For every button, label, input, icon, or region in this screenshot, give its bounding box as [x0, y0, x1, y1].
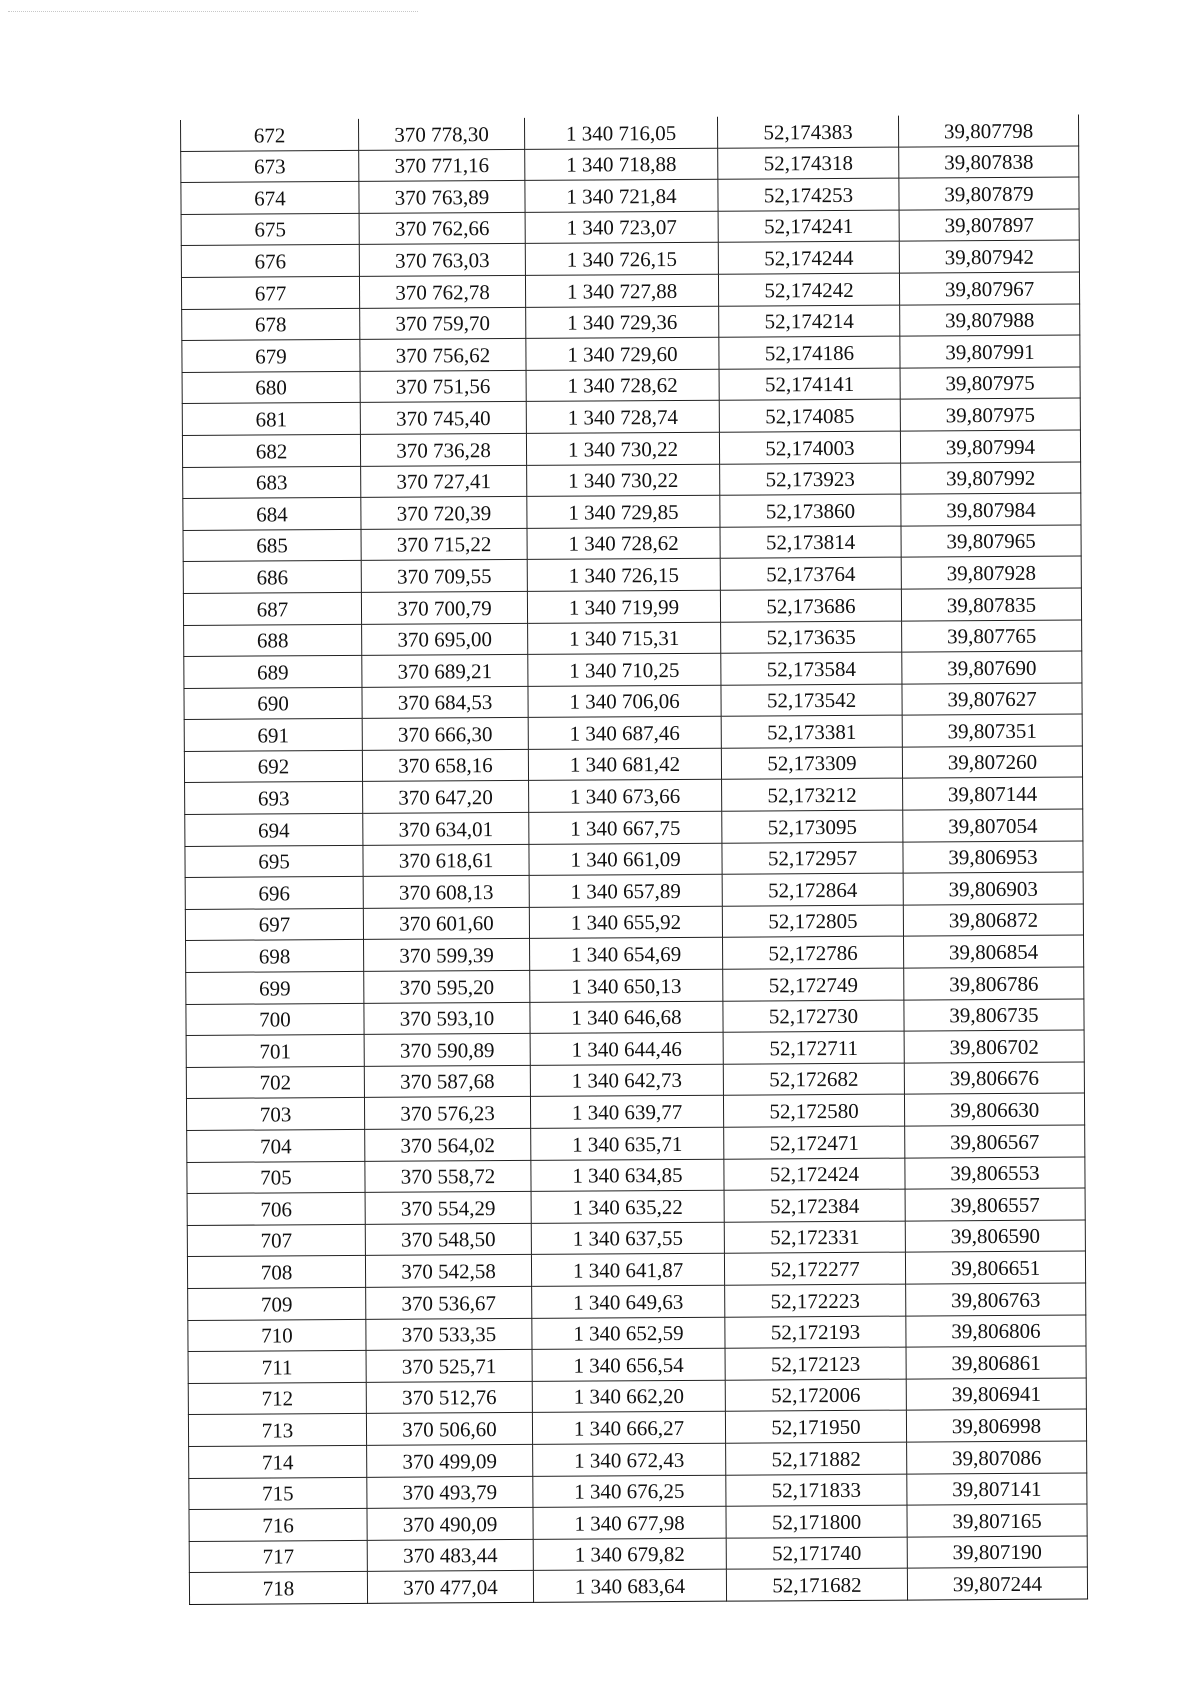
x-coordinate-cell: 370 751,56: [360, 370, 526, 403]
point-number-cell: 714: [189, 1445, 367, 1478]
point-number-cell: 709: [188, 1287, 366, 1320]
latitude-cell: 52,171950: [725, 1410, 906, 1443]
y-coordinate-cell: 1 340 635,71: [531, 1127, 724, 1160]
x-coordinate-cell: 370 477,04: [367, 1571, 533, 1604]
y-coordinate-cell: 1 340 641,87: [531, 1254, 724, 1287]
y-coordinate-cell: 1 340 723,07: [525, 211, 718, 244]
table-row: [181, 177, 1079, 214]
y-coordinate-cell: 1 340 656,54: [532, 1348, 725, 1381]
coordinates-table-body: [180, 115, 1087, 1605]
longitude-cell: 39,807260: [902, 746, 1082, 779]
y-coordinate-cell: 1 340 681,42: [528, 748, 721, 781]
longitude-cell: 39,806702: [904, 1030, 1084, 1063]
latitude-cell: 52,173584: [721, 652, 902, 685]
x-coordinate-cell: 370 763,89: [359, 181, 525, 214]
latitude-cell: 52,173860: [720, 494, 901, 527]
point-number-cell: 715: [189, 1477, 367, 1510]
table-row: [183, 462, 1081, 499]
latitude-cell: 52,174085: [719, 399, 900, 432]
latitude-cell: 52,174214: [719, 305, 900, 338]
table-row: [189, 1536, 1087, 1573]
table-row: [181, 146, 1079, 183]
latitude-cell: 52,173095: [722, 810, 903, 843]
longitude-cell: 39,806872: [903, 904, 1083, 937]
point-number-cell: 694: [185, 813, 363, 846]
x-coordinate-cell: 370 759,70: [360, 307, 526, 340]
x-coordinate-cell: 370 763,03: [359, 244, 525, 277]
y-coordinate-cell: 1 340 652,59: [532, 1317, 725, 1350]
latitude-cell: 52,173686: [720, 589, 901, 622]
y-coordinate-cell: 1 340 654,69: [530, 938, 723, 971]
point-number-cell: 713: [188, 1414, 366, 1447]
longitude-cell: 39,807798: [898, 115, 1078, 147]
latitude-cell: 52,172223: [725, 1284, 906, 1317]
y-coordinate-cell: 1 340 635,22: [531, 1190, 724, 1223]
latitude-cell: 52,173381: [721, 715, 902, 748]
longitude-cell: 39,807141: [907, 1473, 1087, 1506]
table-row: [186, 1062, 1084, 1099]
point-number-cell: 673: [181, 150, 359, 183]
latitude-cell: 52,171882: [726, 1442, 907, 1475]
x-coordinate-cell: 370 684,53: [362, 686, 528, 719]
point-number-cell: 691: [184, 719, 362, 752]
longitude-cell: 39,806590: [905, 1220, 1085, 1253]
x-coordinate-cell: 370 493,79: [367, 1476, 533, 1509]
table-row: [186, 935, 1084, 972]
table-row: [187, 1125, 1085, 1162]
point-number-cell: 698: [186, 940, 364, 973]
y-coordinate-cell: 1 340 706,06: [528, 685, 721, 718]
table-row: [185, 841, 1083, 878]
longitude-cell: 39,807994: [900, 430, 1080, 463]
longitude-cell: 39,806735: [904, 999, 1084, 1032]
latitude-cell: 52,172786: [723, 937, 904, 970]
table-row: [184, 620, 1082, 657]
y-coordinate-cell: 1 340 646,68: [530, 1001, 723, 1034]
latitude-cell: 52,173542: [721, 684, 902, 717]
point-number-cell: 674: [181, 182, 359, 215]
point-number-cell: 688: [184, 624, 362, 657]
longitude-cell: 39,807975: [900, 398, 1080, 431]
y-coordinate-cell: 1 340 657,89: [529, 874, 722, 907]
longitude-cell: 39,807165: [907, 1504, 1087, 1537]
longitude-cell: 39,807988: [900, 304, 1080, 337]
x-coordinate-cell: 370 715,22: [361, 528, 527, 561]
latitude-cell: 52,172331: [724, 1221, 905, 1254]
latitude-cell: 52,173309: [721, 747, 902, 780]
point-number-cell: 686: [183, 561, 361, 594]
table-row: [189, 1473, 1087, 1510]
point-number-cell: 678: [182, 308, 360, 341]
table-row: [188, 1283, 1086, 1320]
longitude-cell: 39,807965: [901, 525, 1081, 558]
x-coordinate-cell: 370 736,28: [360, 433, 526, 466]
table-row: [185, 904, 1083, 941]
y-coordinate-cell: 1 340 642,73: [530, 1064, 723, 1097]
table-row: [181, 272, 1079, 309]
latitude-cell: 52,172006: [725, 1379, 906, 1412]
longitude-cell: 39,806567: [905, 1125, 1085, 1158]
x-coordinate-cell: 370 558,72: [365, 1160, 531, 1193]
point-number-cell: 712: [188, 1382, 366, 1415]
x-coordinate-cell: 370 762,66: [359, 212, 525, 245]
y-coordinate-cell: 1 340 729,36: [526, 306, 719, 339]
table-row: [189, 1441, 1087, 1478]
point-number-cell: 710: [188, 1319, 366, 1352]
latitude-cell: 52,174242: [718, 273, 899, 306]
table-row: [184, 683, 1082, 720]
x-coordinate-cell: 370 618,61: [363, 844, 529, 877]
x-coordinate-cell: 370 525,71: [366, 1350, 532, 1383]
latitude-cell: 52,172277: [724, 1252, 905, 1285]
x-coordinate-cell: 370 506,60: [366, 1413, 532, 1446]
point-number-cell: 707: [187, 1224, 365, 1257]
latitude-cell: 52,172711: [723, 1031, 904, 1064]
x-coordinate-cell: 370 499,09: [367, 1444, 533, 1477]
y-coordinate-cell: 1 340 728,74: [526, 401, 719, 434]
x-coordinate-cell: 370 542,58: [365, 1255, 531, 1288]
latitude-cell: 52,172805: [722, 905, 903, 938]
longitude-cell: 39,807967: [899, 272, 1079, 305]
x-coordinate-cell: 370 709,55: [361, 560, 527, 593]
point-number-cell: 679: [182, 340, 360, 373]
x-coordinate-cell: 370 564,02: [365, 1128, 531, 1161]
point-number-cell: 701: [186, 1035, 364, 1068]
point-number-cell: 680: [182, 371, 360, 404]
longitude-cell: 39,807765: [902, 620, 1082, 653]
longitude-cell: 39,807054: [903, 809, 1083, 842]
point-number-cell: 699: [186, 971, 364, 1004]
y-coordinate-cell: 1 340 661,09: [529, 843, 722, 876]
latitude-cell: 52,174241: [718, 210, 899, 243]
longitude-cell: 39,807144: [903, 777, 1083, 810]
y-coordinate-cell: 1 340 650,13: [530, 969, 723, 1002]
table-row: [189, 1504, 1087, 1541]
latitude-cell: 52,172730: [723, 1000, 904, 1033]
point-number-cell: 705: [187, 1161, 365, 1194]
x-coordinate-cell: 370 727,41: [361, 465, 527, 498]
longitude-cell: 39,807991: [900, 335, 1080, 368]
x-coordinate-cell: 370 658,16: [362, 749, 528, 782]
longitude-cell: 39,806786: [904, 967, 1084, 1000]
latitude-cell: 52,172749: [723, 968, 904, 1001]
point-number-cell: 682: [182, 434, 360, 467]
point-number-cell: 700: [186, 1003, 364, 1036]
table-row: [182, 398, 1080, 435]
longitude-cell: 39,807690: [902, 651, 1082, 684]
y-coordinate-cell: 1 340 634,85: [531, 1159, 724, 1192]
longitude-cell: 39,807835: [901, 588, 1081, 621]
latitude-cell: 52,174186: [719, 336, 900, 369]
x-coordinate-cell: 370 512,76: [366, 1381, 532, 1414]
x-coordinate-cell: 370 548,50: [365, 1223, 531, 1256]
table-row: [184, 714, 1082, 751]
x-coordinate-cell: 370 536,67: [366, 1286, 532, 1319]
longitude-cell: 39,806763: [906, 1283, 1086, 1316]
x-coordinate-cell: 370 634,01: [363, 812, 529, 845]
x-coordinate-cell: 370 762,78: [359, 275, 525, 308]
table-row: [183, 525, 1081, 562]
longitude-cell: 39,807975: [900, 367, 1080, 400]
longitude-cell: 39,807351: [902, 714, 1082, 747]
x-coordinate-cell: 370 599,39: [364, 939, 530, 972]
x-coordinate-cell: 370 608,13: [363, 876, 529, 909]
table-row: [186, 1030, 1084, 1067]
longitude-cell: 39,806557: [905, 1188, 1085, 1221]
longitude-cell: 39,807942: [899, 240, 1079, 273]
y-coordinate-cell: 1 340 644,46: [530, 1032, 723, 1065]
table-row: [187, 1157, 1085, 1194]
y-coordinate-cell: 1 340 728,62: [527, 527, 720, 560]
longitude-cell: 39,807992: [901, 462, 1081, 495]
latitude-cell: 52,171833: [726, 1474, 907, 1507]
y-coordinate-cell: 1 340 726,15: [525, 243, 718, 276]
y-coordinate-cell: 1 340 672,43: [533, 1443, 726, 1476]
latitude-cell: 52,173923: [720, 463, 901, 496]
point-number-cell: 695: [185, 845, 363, 878]
table-row: [188, 1409, 1086, 1446]
x-coordinate-cell: 370 720,39: [361, 497, 527, 530]
y-coordinate-cell: 1 340 718,88: [525, 148, 718, 181]
y-coordinate-cell: 1 340 637,55: [531, 1222, 724, 1255]
y-coordinate-cell: 1 340 687,46: [528, 716, 721, 749]
table-row: [188, 1315, 1086, 1352]
longitude-cell: 39,806651: [905, 1251, 1085, 1284]
point-number-cell: 683: [183, 466, 361, 499]
latitude-cell: 52,174003: [719, 431, 900, 464]
table-row: [187, 1188, 1085, 1225]
x-coordinate-cell: 370 533,35: [366, 1318, 532, 1351]
latitude-cell: 52,172123: [725, 1347, 906, 1380]
y-coordinate-cell: 1 340 721,84: [525, 179, 718, 212]
point-number-cell: 716: [189, 1509, 367, 1542]
x-coordinate-cell: 370 490,09: [367, 1507, 533, 1540]
latitude-cell: 52,172682: [723, 1063, 904, 1096]
latitude-cell: 52,174253: [718, 178, 899, 211]
table-row: [185, 809, 1083, 846]
latitude-cell: 52,174244: [718, 241, 899, 274]
latitude-cell: 52,174141: [719, 368, 900, 401]
point-number-cell: 672: [180, 119, 358, 151]
x-coordinate-cell: 370 593,10: [364, 1002, 530, 1035]
table-row: [183, 588, 1081, 625]
longitude-cell: 39,807897: [899, 209, 1079, 242]
point-number-cell: 690: [184, 687, 362, 720]
longitude-cell: 39,807838: [899, 146, 1079, 179]
table-row: [181, 240, 1079, 277]
table-row: [180, 115, 1078, 152]
point-number-cell: 711: [188, 1351, 366, 1384]
longitude-cell: 39,806854: [904, 935, 1084, 968]
y-coordinate-cell: 1 340 727,88: [525, 274, 718, 307]
table-row: [187, 1220, 1085, 1257]
coordinates-table: [180, 115, 1088, 1605]
y-coordinate-cell: 1 340 710,25: [528, 653, 721, 686]
y-coordinate-cell: 1 340 719,99: [527, 590, 720, 623]
table-row: [186, 967, 1084, 1004]
table-row: [186, 1093, 1084, 1130]
table-row: [181, 209, 1079, 246]
latitude-cell: 52,172193: [725, 1316, 906, 1349]
x-coordinate-cell: 370 590,89: [364, 1034, 530, 1067]
x-coordinate-cell: 370 666,30: [362, 718, 528, 751]
y-coordinate-cell: 1 340 716,05: [524, 117, 717, 149]
latitude-cell: 52,173814: [720, 526, 901, 559]
point-number-cell: 718: [189, 1572, 367, 1605]
y-coordinate-cell: 1 340 667,75: [529, 811, 722, 844]
x-coordinate-cell: 370 647,20: [363, 781, 529, 814]
y-coordinate-cell: 1 340 728,62: [526, 369, 719, 402]
table-row: [183, 493, 1081, 530]
point-number-cell: 687: [183, 592, 361, 625]
y-coordinate-cell: 1 340 726,15: [527, 559, 720, 592]
longitude-cell: 39,806903: [903, 872, 1083, 905]
y-coordinate-cell: 1 340 715,31: [528, 622, 721, 655]
latitude-cell: 52,172424: [724, 1158, 905, 1191]
y-coordinate-cell: 1 340 730,22: [527, 464, 720, 497]
table-row: [189, 1567, 1087, 1604]
table-row: [182, 430, 1080, 467]
longitude-cell: 39,807928: [901, 556, 1081, 589]
latitude-cell: 52,172580: [723, 1094, 904, 1127]
table-row: [186, 999, 1084, 1036]
longitude-cell: 39,807627: [902, 683, 1082, 716]
point-number-cell: 677: [181, 276, 359, 309]
table-row: [183, 556, 1081, 593]
x-coordinate-cell: 370 595,20: [364, 970, 530, 1003]
point-number-cell: 717: [189, 1540, 367, 1573]
x-coordinate-cell: 370 756,62: [360, 339, 526, 372]
longitude-cell: 39,807190: [907, 1536, 1087, 1569]
y-coordinate-cell: 1 340 729,60: [526, 337, 719, 370]
latitude-cell: 52,171682: [726, 1568, 907, 1601]
longitude-cell: 39,806806: [906, 1315, 1086, 1348]
table-row: [184, 651, 1082, 688]
latitude-cell: 52,174318: [718, 147, 899, 180]
point-number-cell: 696: [185, 877, 363, 910]
point-number-cell: 703: [186, 1098, 364, 1131]
table-row: [185, 872, 1083, 909]
y-coordinate-cell: 1 340 730,22: [526, 432, 719, 465]
x-coordinate-cell: 370 587,68: [364, 1065, 530, 1098]
point-number-cell: 702: [186, 1066, 364, 1099]
longitude-cell: 39,807244: [907, 1567, 1087, 1600]
x-coordinate-cell: 370 778,30: [358, 118, 524, 150]
table-row: [182, 335, 1080, 372]
table-row: [188, 1346, 1086, 1383]
table-row: [184, 746, 1082, 783]
y-coordinate-cell: 1 340 683,64: [533, 1570, 726, 1603]
x-coordinate-cell: 370 771,16: [359, 149, 525, 182]
point-number-cell: 704: [187, 1129, 365, 1162]
x-coordinate-cell: 370 745,40: [360, 402, 526, 435]
y-coordinate-cell: 1 340 679,82: [533, 1538, 726, 1571]
point-number-cell: 697: [185, 908, 363, 941]
point-number-cell: 685: [183, 529, 361, 562]
latitude-cell: 52,172957: [722, 842, 903, 875]
y-coordinate-cell: 1 340 676,25: [533, 1475, 726, 1508]
longitude-cell: 39,806630: [904, 1093, 1084, 1126]
latitude-cell: 52,174383: [717, 116, 898, 148]
y-coordinate-cell: 1 340 677,98: [533, 1506, 726, 1539]
point-number-cell: 684: [183, 498, 361, 531]
latitude-cell: 52,173212: [722, 779, 903, 812]
y-coordinate-cell: 1 340 729,85: [527, 495, 720, 528]
latitude-cell: 52,171800: [726, 1505, 907, 1538]
longitude-cell: 39,807086: [907, 1441, 1087, 1474]
point-number-cell: 692: [184, 750, 362, 783]
table-row: [185, 777, 1083, 814]
x-coordinate-cell: 370 483,44: [367, 1539, 533, 1572]
table-row: [187, 1251, 1085, 1288]
longitude-cell: 39,806861: [906, 1346, 1086, 1379]
point-number-cell: 675: [181, 213, 359, 246]
y-coordinate-cell: 1 340 639,77: [530, 1096, 723, 1129]
longitude-cell: 39,807879: [899, 177, 1079, 210]
latitude-cell: 52,172384: [724, 1189, 905, 1222]
longitude-cell: 39,806553: [905, 1157, 1085, 1190]
x-coordinate-cell: 370 689,21: [362, 654, 528, 687]
point-number-cell: 689: [184, 655, 362, 688]
latitude-cell: 52,172864: [722, 873, 903, 906]
x-coordinate-cell: 370 700,79: [361, 591, 527, 624]
longitude-cell: 39,807984: [901, 493, 1081, 526]
longitude-cell: 39,806998: [906, 1409, 1086, 1442]
x-coordinate-cell: 370 554,29: [365, 1192, 531, 1225]
table-row: [188, 1378, 1086, 1415]
point-number-cell: 676: [181, 245, 359, 278]
table-row: [182, 367, 1080, 404]
latitude-cell: 52,173635: [721, 621, 902, 654]
latitude-cell: 52,173764: [720, 557, 901, 590]
x-coordinate-cell: 370 695,00: [362, 623, 528, 656]
longitude-cell: 39,806941: [906, 1378, 1086, 1411]
longitude-cell: 39,806676: [904, 1062, 1084, 1095]
scan-artifact: [8, 11, 418, 13]
y-coordinate-cell: 1 340 649,63: [532, 1285, 725, 1318]
y-coordinate-cell: 1 340 662,20: [532, 1380, 725, 1413]
latitude-cell: 52,172471: [724, 1126, 905, 1159]
latitude-cell: 52,171740: [726, 1537, 907, 1570]
point-number-cell: 681: [182, 403, 360, 436]
x-coordinate-cell: 370 601,60: [363, 907, 529, 940]
y-coordinate-cell: 1 340 655,92: [529, 906, 722, 939]
longitude-cell: 39,806953: [903, 841, 1083, 874]
point-number-cell: 708: [187, 1256, 365, 1289]
table-row: [182, 304, 1080, 341]
x-coordinate-cell: 370 576,23: [364, 1097, 530, 1130]
point-number-cell: 693: [185, 782, 363, 815]
y-coordinate-cell: 1 340 666,27: [532, 1412, 725, 1445]
point-number-cell: 706: [187, 1193, 365, 1226]
y-coordinate-cell: 1 340 673,66: [529, 780, 722, 813]
